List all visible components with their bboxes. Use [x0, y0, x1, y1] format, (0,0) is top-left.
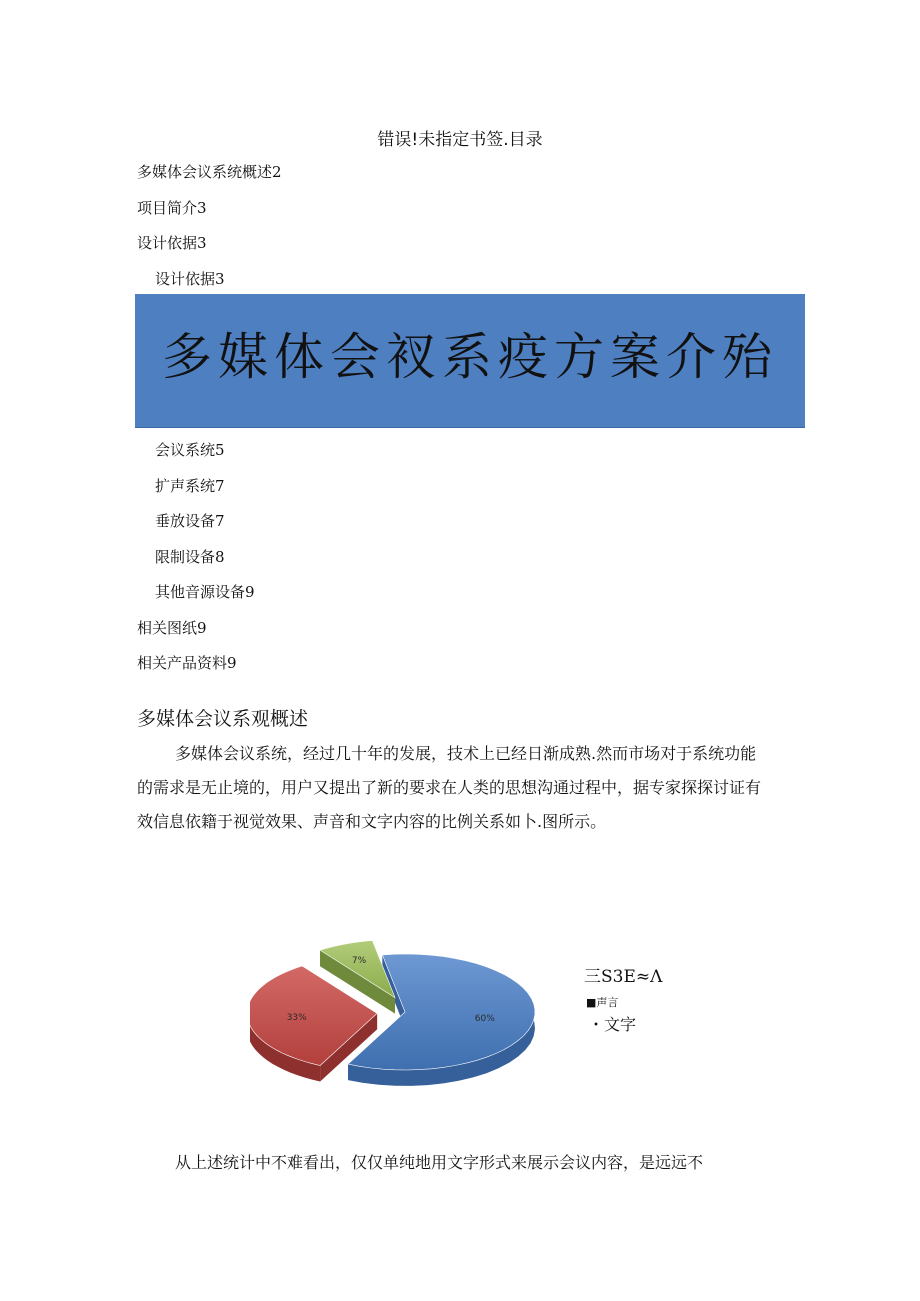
paragraph-line: 的需求是无止境的，用户又提出了新的要求在人类的思想沟通过程中，据专家探探讨证有 [137, 778, 762, 797]
body-paragraph [137, 737, 802, 839]
paragraph-line: 多媒体会议系统，经过几十年的发展，技术上已经日渐成熟.然而市场对于系统功能 [175, 744, 757, 763]
banner-title: 多媒体会衩系疫方案介殆 [162, 328, 778, 386]
pie-chart [250, 940, 550, 1100]
paragraph-line: 效信息依籍于视觉效果、声音和文字内容的比例关系如卜.图所示。 [137, 812, 607, 831]
pie-data-label: 33% [286, 1013, 307, 1024]
legend-entry: ・文字 [588, 1015, 637, 1034]
toc-title: 错误!未指定书签.目录 [377, 130, 543, 150]
toc-item[interactable]: 设计依据3 [155, 270, 225, 288]
section-heading: 多媒体会议系观概述 [137, 708, 309, 730]
toc-item[interactable]: 相关图纸9 [137, 619, 207, 637]
pie-data-label: 7% [351, 956, 367, 966]
legend-title: 三S3E≈Λ [584, 967, 663, 987]
toc-item[interactable]: 其他音源设备9 [155, 583, 255, 601]
toc-item[interactable]: 多媒体会议系统概述2 [137, 163, 282, 181]
paragraph-line: 从上述统计中不难看出，仅仅单纯地用文字形式来展示会议内容，是远远不 [175, 1153, 704, 1172]
toc-item[interactable]: 设计依据3 [137, 234, 207, 252]
toc-item[interactable]: 会议系统5 [155, 441, 225, 459]
legend-entry: ■声言 [586, 996, 619, 1009]
title-banner [135, 294, 805, 428]
toc-item[interactable]: 垂放设备7 [155, 512, 225, 530]
pie-data-label: 60% [474, 1014, 495, 1024]
toc-item[interactable]: 扩声系统7 [155, 477, 225, 495]
toc-item[interactable]: 限制设备8 [155, 548, 225, 566]
toc-item[interactable]: 相关产品资料9 [137, 654, 237, 672]
toc-item[interactable]: 项目简介3 [137, 199, 207, 217]
